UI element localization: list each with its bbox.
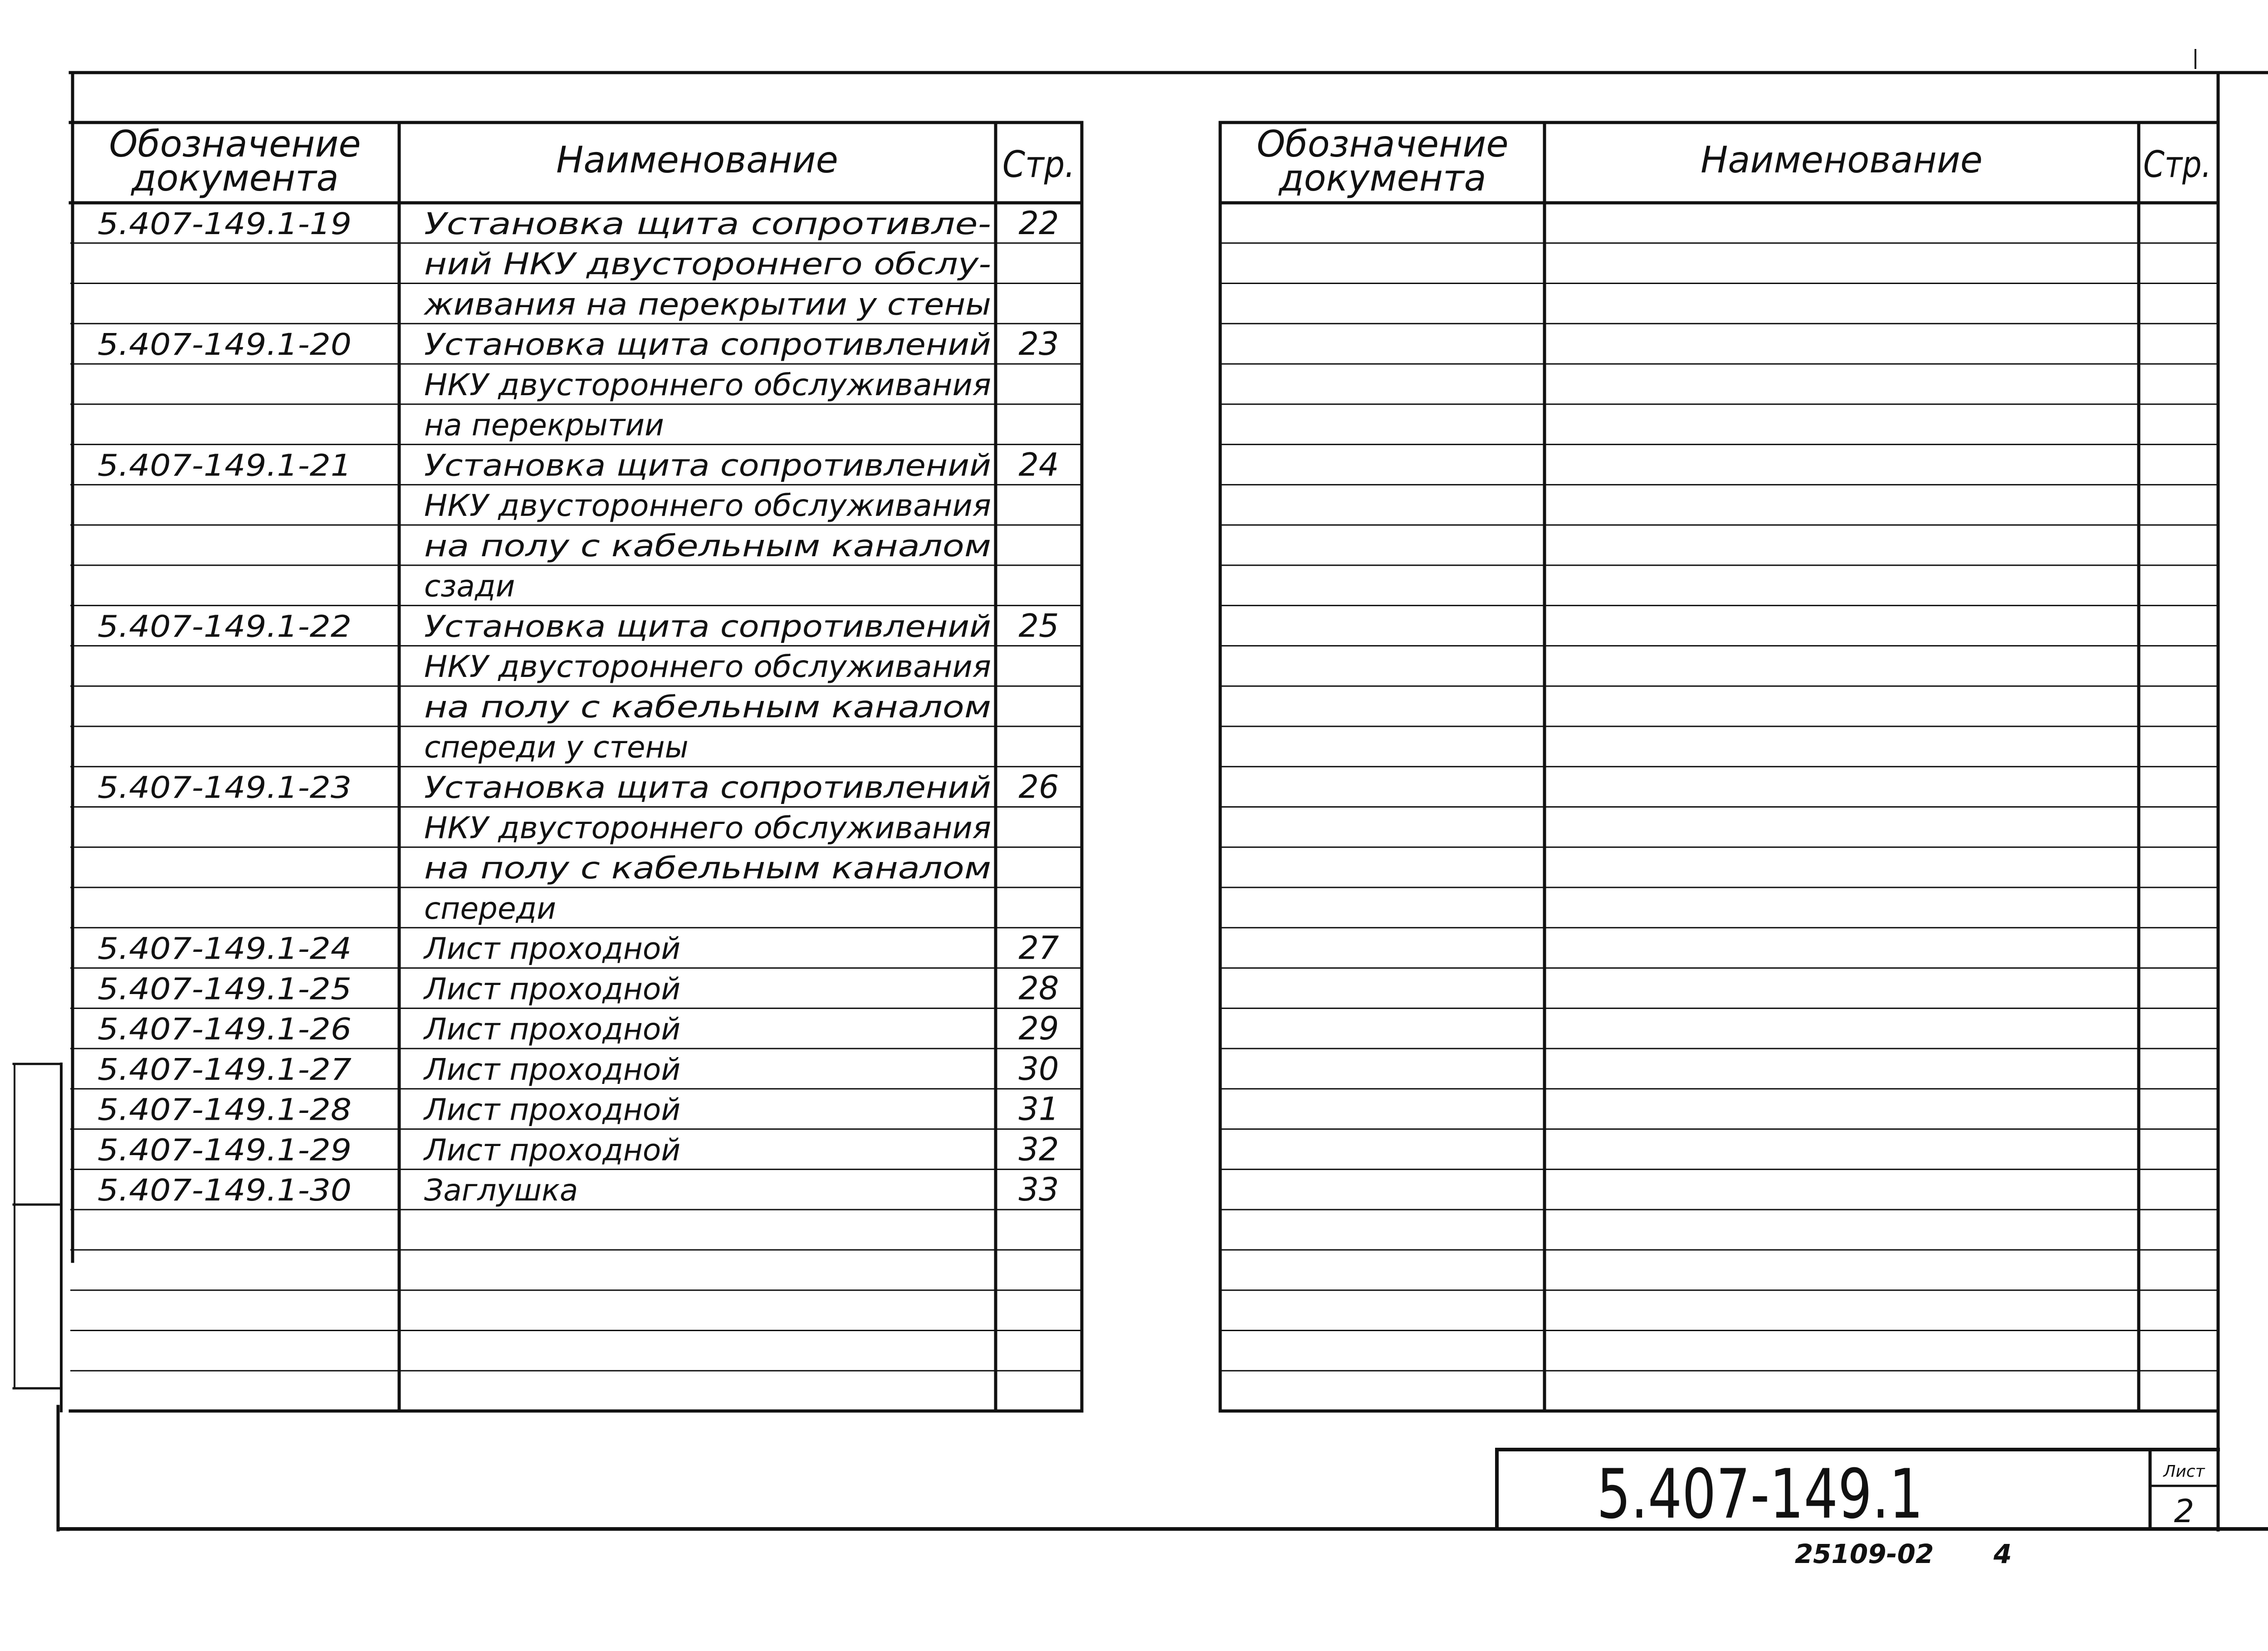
stamp-document-code: 5.407-149.1 bbox=[1597, 1455, 1923, 1534]
row-name: Заглушка bbox=[424, 1173, 578, 1208]
row-page: 24 bbox=[1018, 446, 1059, 484]
row-page: 32 bbox=[1018, 1131, 1059, 1168]
row-name: Лист проходной bbox=[424, 931, 681, 966]
row-page: 23 bbox=[1018, 325, 1059, 363]
row-page: 30 bbox=[1018, 1050, 1059, 1088]
row-code: 5.407-149.1-20 bbox=[98, 327, 352, 363]
row-name: на перекрытии bbox=[424, 407, 664, 443]
left-header-designation-line2: документа bbox=[131, 157, 339, 199]
row-name: спереди bbox=[424, 891, 557, 926]
row-page: 31 bbox=[1018, 1090, 1059, 1128]
row-page: 28 bbox=[1018, 970, 1059, 1007]
row-name: НКУ двустороннего обслуживания bbox=[424, 649, 991, 685]
row-page: 27 bbox=[1018, 929, 1059, 967]
row-name: Лист проходной bbox=[424, 1092, 681, 1127]
row-page: 22 bbox=[1018, 204, 1059, 242]
row-code: 5.407-149.1-21 bbox=[98, 448, 352, 483]
row-name: НКУ двустороннего обслуживания bbox=[424, 810, 991, 846]
row-name: сзади bbox=[424, 568, 515, 604]
row-name: Установка щита сопротивле- bbox=[424, 206, 991, 241]
inventory-number: 25109-02 bbox=[1794, 1538, 1934, 1569]
row-name: НКУ двустороннего обслуживания bbox=[424, 488, 991, 524]
left-header-name: Наименование bbox=[556, 139, 838, 181]
left-table-body bbox=[98, 205, 1059, 1208]
row-name: на полу с кабельным каналом bbox=[424, 528, 991, 563]
row-code: 5.407-149.1-26 bbox=[98, 1012, 352, 1047]
left-header-page: Стр. bbox=[1002, 143, 1075, 186]
row-page: 25 bbox=[1018, 607, 1059, 645]
left-header-designation-line1: Обозначение bbox=[109, 123, 361, 165]
row-name: живания на перекрытии у стены bbox=[423, 287, 991, 322]
right-header-name: Наименование bbox=[1701, 139, 1983, 181]
right-table-row-lines bbox=[1220, 243, 2218, 1371]
stamp-sheet-label: Лист bbox=[2163, 1462, 2205, 1481]
row-name: Установка щита сопротивлений bbox=[424, 770, 991, 805]
stamp-sheet-number: 2 bbox=[2174, 1493, 2195, 1530]
inventory-suffix: 4 bbox=[1993, 1538, 2012, 1569]
row-name: Лист проходной bbox=[424, 1132, 681, 1168]
row-code: 5.407-149.1-19 bbox=[98, 206, 352, 241]
row-code: 5.407-149.1-22 bbox=[98, 609, 352, 644]
row-code: 5.407-149.1-29 bbox=[98, 1132, 352, 1168]
row-name: НКУ двустороннего обслуживания bbox=[424, 367, 991, 402]
row-name: спереди у стены bbox=[424, 730, 689, 765]
row-name: Лист проходной bbox=[424, 1052, 681, 1087]
row-code: 5.407-149.1-24 bbox=[98, 931, 352, 966]
row-name: Установка щита сопротивлений bbox=[424, 327, 991, 363]
row-code: 5.407-149.1-25 bbox=[98, 971, 352, 1007]
row-name: на полу с кабельным каналом bbox=[424, 689, 991, 725]
row-name: на полу с кабельным каналом bbox=[424, 851, 991, 886]
row-page: 29 bbox=[1018, 1010, 1059, 1048]
row-name: Установка щита сопротивлений bbox=[424, 609, 991, 644]
row-name: Лист проходной bbox=[424, 971, 681, 1007]
row-name: ний НКУ двустороннего обслу- bbox=[424, 246, 991, 282]
row-code: 5.407-149.1-23 bbox=[98, 770, 352, 805]
row-name: Установка щита сопротивлений bbox=[424, 448, 991, 483]
row-page: 33 bbox=[1018, 1171, 1059, 1209]
right-header-page: Стр. bbox=[2143, 143, 2211, 186]
right-header-designation-line2: документа bbox=[1279, 157, 1486, 199]
row-code: 5.407-149.1-27 bbox=[98, 1052, 352, 1087]
row-code: 5.407-149.1-30 bbox=[98, 1173, 352, 1208]
right-header-designation-line1: Обозначение bbox=[1256, 123, 1509, 165]
row-code: 5.407-149.1-28 bbox=[98, 1092, 352, 1127]
row-name: Лист проходной bbox=[424, 1012, 681, 1047]
row-page: 26 bbox=[1018, 768, 1059, 806]
